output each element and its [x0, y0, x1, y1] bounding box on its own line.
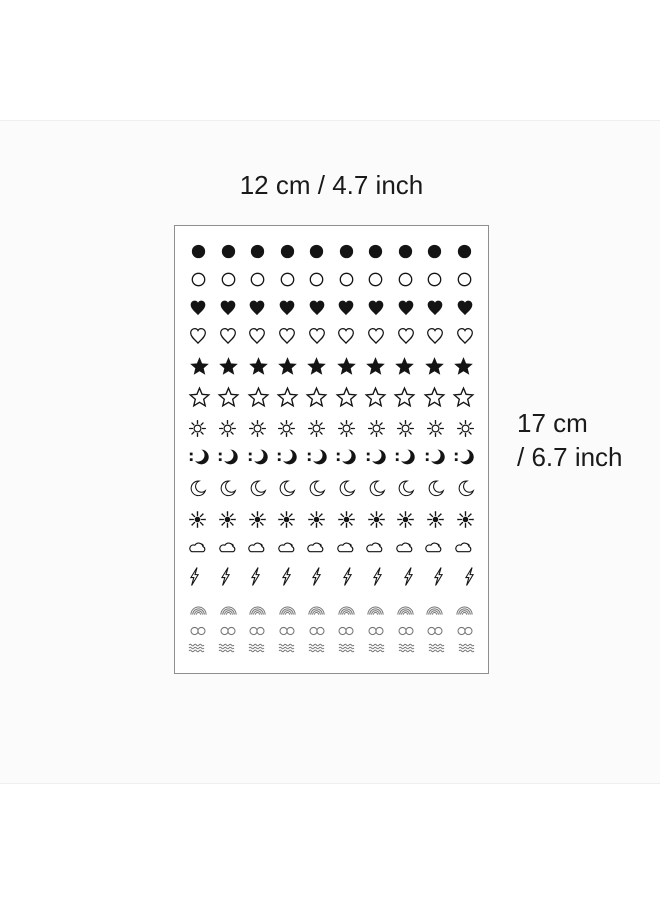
filled-heart-icon — [336, 298, 356, 318]
open-heart-icon — [425, 326, 445, 346]
cloud-icon — [424, 540, 445, 554]
filled-star-icon — [188, 355, 211, 378]
crescent-moon-icon — [188, 479, 207, 498]
waves-icon — [368, 643, 385, 653]
open-star-icon — [335, 386, 358, 409]
cloud-icon — [247, 540, 268, 554]
crescent-moon-icon — [396, 479, 415, 498]
waves-icon — [458, 643, 475, 653]
rainbow-icon — [188, 604, 209, 615]
open-circle-icon — [365, 269, 386, 290]
crescent-moon-icon — [277, 479, 296, 498]
sun-outline-icon — [248, 419, 267, 438]
lightning-bolt-icon — [280, 566, 292, 587]
sticker-row-filled-star — [175, 353, 488, 379]
open-heart-icon — [277, 326, 297, 346]
moon-with-stars-icon — [365, 446, 387, 468]
rainbow-icon — [218, 604, 239, 615]
open-star-icon — [276, 386, 299, 409]
open-heart-icon — [188, 326, 208, 346]
filled-circle-icon — [365, 241, 386, 262]
sticker-sheet — [174, 225, 489, 674]
lightning-bolt-icon — [188, 566, 200, 587]
filled-star-icon — [305, 355, 328, 378]
crescent-moon-icon — [248, 479, 267, 498]
lightning-bolt-icon — [463, 566, 475, 587]
lightning-bolt-icon — [432, 566, 444, 587]
sticker-row-moon-with-stars — [175, 444, 488, 470]
open-star-icon — [364, 386, 387, 409]
waves-icon — [248, 643, 265, 653]
open-heart-icon — [396, 326, 416, 346]
open-circle-icon — [424, 269, 445, 290]
sun-filled-icon — [307, 510, 326, 529]
height-dimension-label — [517, 406, 623, 474]
moon-with-stars-icon — [453, 446, 475, 468]
sun-outline-icon — [218, 419, 237, 438]
sun-filled-icon — [367, 510, 386, 529]
filled-heart-icon — [218, 298, 238, 318]
filled-circle-icon — [247, 241, 268, 262]
sticker-row-open-circle — [175, 266, 488, 292]
sun-outline-icon — [426, 419, 445, 438]
filled-star-icon — [247, 355, 270, 378]
sticker-row-open-heart — [175, 323, 488, 349]
sticker-row-sun-filled — [175, 506, 488, 532]
rainbow-icon — [306, 604, 327, 615]
rainbow-icon — [247, 604, 268, 615]
open-star-icon — [305, 386, 328, 409]
sticker-row-filled-circle — [175, 238, 488, 264]
open-star-icon — [452, 386, 475, 409]
sticker-row-sun-outline — [175, 415, 488, 441]
sun-filled-icon — [426, 510, 445, 529]
moon-with-stars-icon — [247, 446, 269, 468]
filled-heart-icon — [396, 298, 416, 318]
open-circle-icon — [336, 269, 357, 290]
filled-heart-icon — [247, 298, 267, 318]
filled-circle-icon — [218, 241, 239, 262]
open-heart-icon — [366, 326, 386, 346]
moon-with-stars-icon — [335, 446, 357, 468]
sticker-row-crescent-moon — [175, 475, 488, 501]
filled-circle-icon — [424, 241, 445, 262]
height-dimension-line1: 17 cm — [517, 408, 588, 438]
lightning-bolt-icon — [249, 566, 261, 587]
lightning-bolt-icon — [402, 566, 414, 587]
filled-circle-icon — [454, 241, 475, 262]
sticker-row-open-star — [175, 384, 488, 410]
lightning-bolt-icon — [310, 566, 322, 587]
sun-outline-icon — [277, 419, 296, 438]
lightning-bolt-icon — [371, 566, 383, 587]
filled-circle-icon — [306, 241, 327, 262]
lightning-bolt-icon — [219, 566, 231, 587]
moon-with-stars-icon — [276, 446, 298, 468]
open-circle-icon — [454, 269, 475, 290]
filled-heart-icon — [277, 298, 297, 318]
sun-outline-icon — [307, 419, 326, 438]
filled-heart-icon — [455, 298, 475, 318]
crescent-moon-icon — [218, 479, 237, 498]
sun-outline-icon — [337, 419, 356, 438]
rainbow-icon — [336, 604, 357, 615]
filled-star-icon — [335, 355, 358, 378]
cloud-icon — [395, 540, 416, 554]
filled-star-icon — [393, 355, 416, 378]
filled-star-icon — [276, 355, 299, 378]
moon-with-stars-icon — [306, 446, 328, 468]
crescent-moon-icon — [337, 479, 356, 498]
filled-circle-icon — [336, 241, 357, 262]
open-circle-icon — [188, 269, 209, 290]
waves-icon — [308, 643, 325, 653]
filled-star-icon — [364, 355, 387, 378]
sun-outline-icon — [456, 419, 475, 438]
cloud-icon — [218, 540, 239, 554]
rainbow-icon — [424, 604, 445, 615]
waves-icon — [278, 643, 295, 653]
sun-filled-icon — [456, 510, 475, 529]
filled-circle-icon — [277, 241, 298, 262]
sticker-row-cloud — [175, 534, 488, 560]
waves-icon — [398, 643, 415, 653]
sticker-row-filled-heart — [175, 295, 488, 321]
crescent-moon-icon — [456, 479, 475, 498]
open-star-icon — [393, 386, 416, 409]
open-circle-icon — [277, 269, 298, 290]
height-dimension-line2: / 6.7 inch — [517, 442, 623, 472]
sun-filled-icon — [188, 510, 207, 529]
open-star-icon — [188, 386, 211, 409]
moon-with-stars-icon — [217, 446, 239, 468]
open-heart-icon — [336, 326, 356, 346]
width-dimension-label: 12 cm / 4.7 inch — [239, 170, 424, 200]
rainbow-icon — [277, 604, 298, 615]
open-star-icon — [247, 386, 270, 409]
filled-heart-icon — [425, 298, 445, 318]
sun-filled-icon — [248, 510, 267, 529]
sun-outline-icon — [188, 419, 207, 438]
filled-star-icon — [452, 355, 475, 378]
open-circle-icon — [395, 269, 416, 290]
cloud-icon — [336, 540, 357, 554]
crescent-moon-icon — [426, 479, 445, 498]
filled-heart-icon — [307, 298, 327, 318]
cloud-icon — [306, 540, 327, 554]
moon-with-stars-icon — [188, 446, 210, 468]
sun-filled-icon — [396, 510, 415, 529]
moon-with-stars-icon — [394, 446, 416, 468]
cloud-icon — [454, 540, 475, 554]
open-heart-icon — [455, 326, 475, 346]
open-star-icon — [217, 386, 240, 409]
cloud-icon — [277, 540, 298, 554]
open-heart-icon — [307, 326, 327, 346]
open-heart-icon — [247, 326, 267, 346]
sticker-row-waves — [175, 635, 488, 661]
open-circle-icon — [306, 269, 327, 290]
cloud-icon — [188, 540, 209, 554]
open-circle-icon — [247, 269, 268, 290]
filled-star-icon — [423, 355, 446, 378]
crescent-moon-icon — [367, 479, 386, 498]
cloud-icon — [365, 540, 386, 554]
sun-filled-icon — [277, 510, 296, 529]
open-star-icon — [423, 386, 446, 409]
sticker-row-lightning-bolt — [175, 563, 488, 589]
sun-filled-icon — [337, 510, 356, 529]
rainbow-icon — [395, 604, 416, 615]
filled-heart-icon — [366, 298, 386, 318]
waves-icon — [218, 643, 235, 653]
open-heart-icon — [218, 326, 238, 346]
filled-star-icon — [217, 355, 240, 378]
open-circle-icon — [218, 269, 239, 290]
waves-icon — [428, 643, 445, 653]
rainbow-icon — [454, 604, 475, 615]
filled-heart-icon — [188, 298, 208, 318]
filled-circle-icon — [188, 241, 209, 262]
lightning-bolt-icon — [341, 566, 353, 587]
waves-icon — [338, 643, 355, 653]
filled-circle-icon — [395, 241, 416, 262]
rainbow-icon — [365, 604, 386, 615]
crescent-moon-icon — [307, 479, 326, 498]
sun-filled-icon — [218, 510, 237, 529]
moon-with-stars-icon — [424, 446, 446, 468]
waves-icon — [188, 643, 205, 653]
sun-outline-icon — [367, 419, 386, 438]
sun-outline-icon — [396, 419, 415, 438]
